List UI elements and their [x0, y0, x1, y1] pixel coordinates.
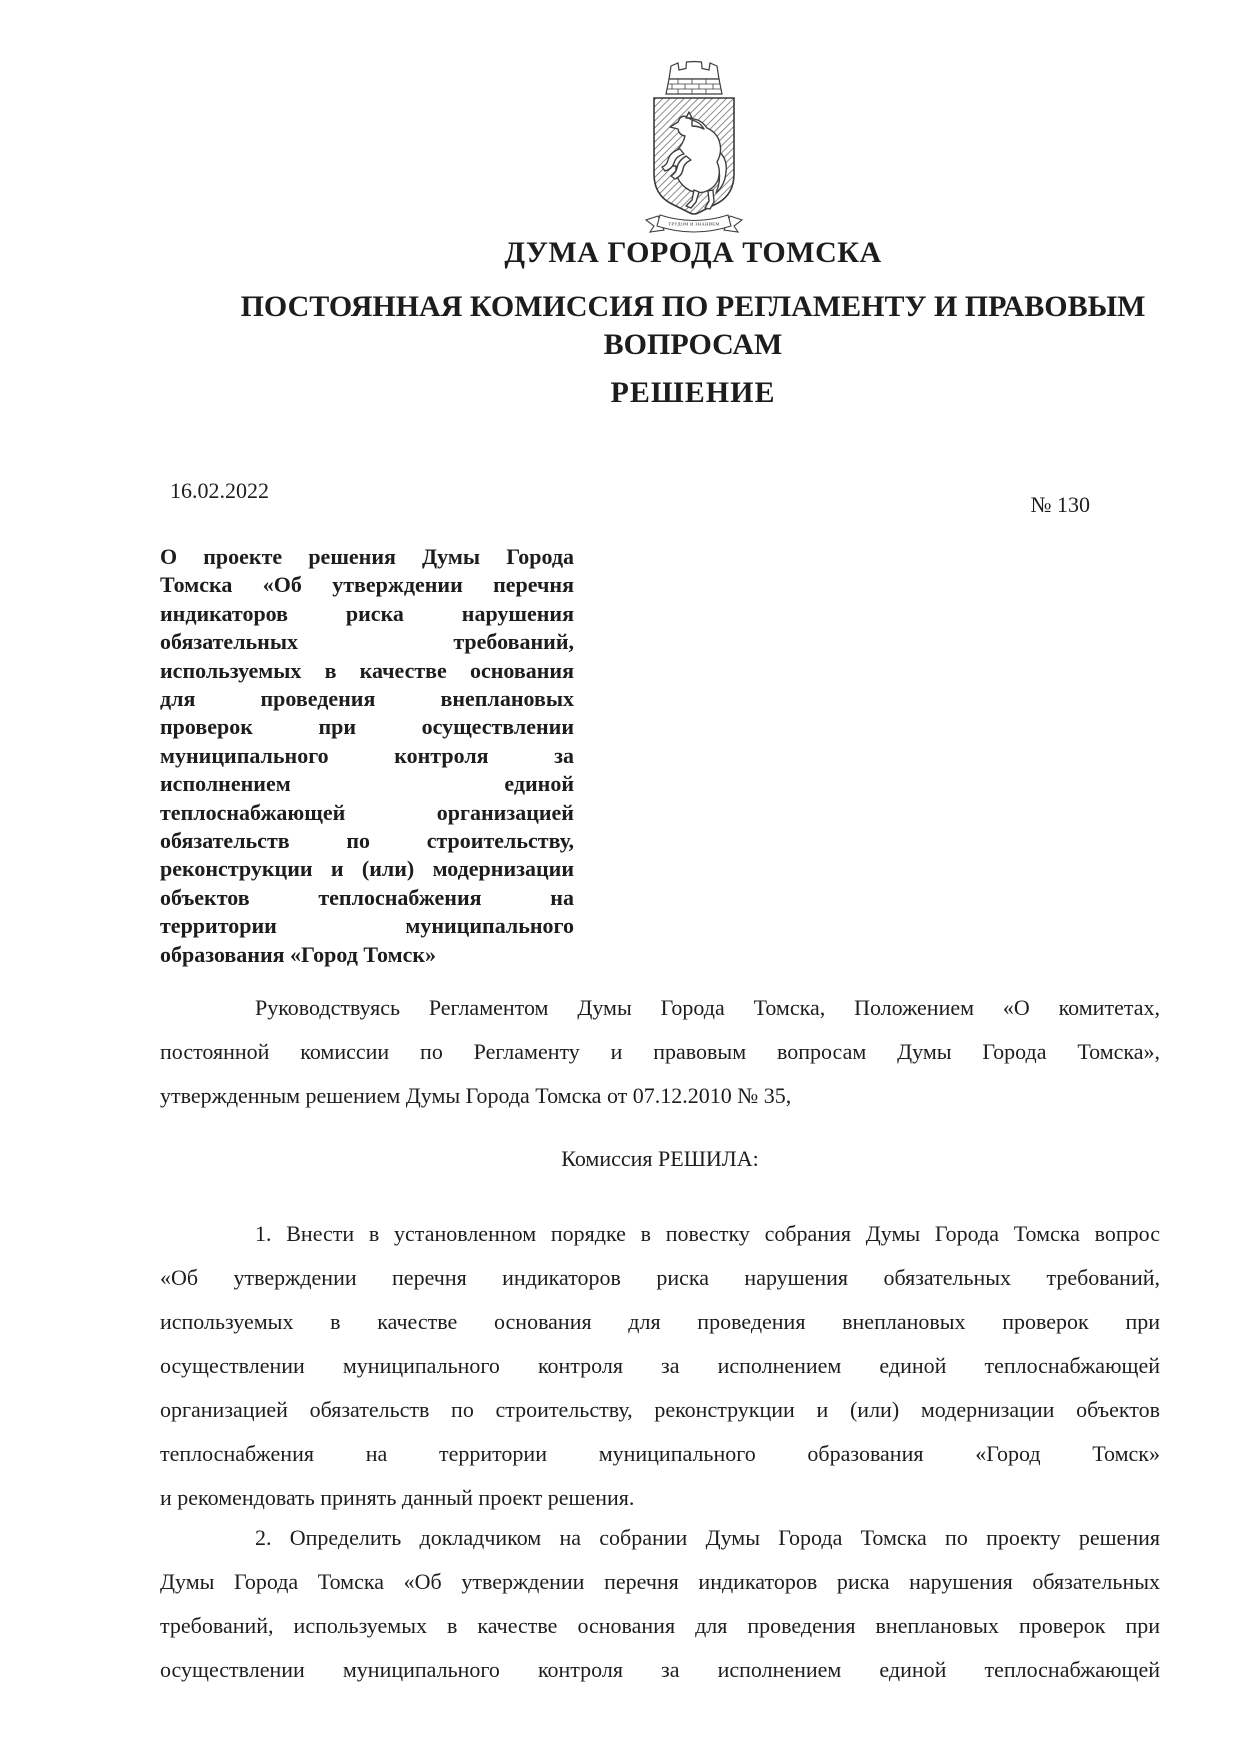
- subject-line: реконструкции и (или) модернизации: [160, 856, 574, 882]
- organization-title: ДУМА ГОРОДА ТОМСКА: [504, 236, 882, 269]
- preamble-line: Руководствуясь Регламентом Думы Города Томска, Положением «О комитетах,: [255, 995, 1160, 1020]
- tomsk-coat-of-arms-icon: [634, 56, 754, 234]
- document-number: № 130: [1030, 492, 1090, 517]
- subject-line: для проведения внеплановых: [160, 686, 574, 712]
- item-1-line: осуществлении муниципального контроля за исполнением единой теплоснабжающей: [160, 1353, 1160, 1378]
- commission-title-line2: ВОПРОСАМ: [603, 328, 783, 361]
- document-type-heading: РЕШЕНИЕ: [610, 376, 776, 409]
- item-1-line: теплоснабжения на территории муниципального образования «Город Томск»: [160, 1441, 1160, 1466]
- subject-line: территории муниципального: [160, 913, 574, 939]
- emblem-motto-text: ТРУДОМ И ЗНАНИЕМ: [668, 221, 720, 227]
- item-1-line: организацией обязательств по строительству, реконструкции и (или) модернизации объектов: [160, 1397, 1160, 1422]
- subject-line: индикаторов риска нарушения: [160, 600, 574, 626]
- subject-line: О проекте решения Думы Города: [160, 544, 574, 569]
- commission-title-line1: ПОСТОЯННАЯ КОМИССИЯ ПО РЕГЛАМЕНТУ И ПРАВОВЫМ: [240, 290, 1146, 323]
- subject-line: образования «Город Томск»: [160, 941, 437, 967]
- subject-line: обязательных требований,: [160, 629, 574, 655]
- item-1-line: и рекомендовать принять данный проект решения.: [160, 1485, 635, 1510]
- item-1-line: используемых в качестве основания для проведения внеплановых проверок при: [160, 1309, 1160, 1334]
- item-2-line: осуществлении муниципального контроля за исполнением единой теплоснабжающей: [160, 1657, 1160, 1682]
- item-1-line: 1. Внести в установленном порядке в повестку собрания Думы Города Томска вопрос: [255, 1221, 1160, 1246]
- subject-line: проверок при осуществлении: [160, 714, 574, 740]
- preamble-line: утвержденным решением Думы Города Томска от 07.12.2010 № 35,: [160, 1083, 792, 1108]
- meta-row: [160, 478, 1160, 528]
- preamble-line: постоянной комиссии по Регламенту и правовым вопросам Думы Города Томска»,: [160, 1039, 1160, 1064]
- subject-line: Томска «Об утверждении перечня: [160, 572, 574, 598]
- resolution-item-2: [160, 1516, 1160, 1692]
- subject-line: муниципального контроля за: [160, 742, 574, 768]
- item-1-line: «Об утверждении перечня индикаторов риска нарушения обязательных требований,: [160, 1265, 1160, 1290]
- commission-title: [160, 288, 1226, 364]
- resolution-item-1: [160, 1212, 1160, 1520]
- item-2-line: требований, используемых в качестве основания для проведения внеплановых проверок при: [160, 1613, 1160, 1638]
- item-2-line: Думы Города Томска «Об утверждении перечня индикаторов риска нарушения обязательных: [160, 1569, 1160, 1594]
- subject-line: теплоснабжающей организацией: [160, 799, 574, 825]
- subject-line: обязательств по строительству,: [160, 828, 574, 854]
- subject-line: объектов теплоснабжения на: [160, 884, 574, 910]
- mural-crown-icon: [666, 62, 722, 95]
- preamble-paragraph: [160, 986, 1160, 1118]
- document-date: 16.02.2022: [170, 478, 269, 503]
- subject-block: [160, 543, 574, 969]
- subject-line: исполнением единой: [160, 771, 574, 797]
- resolution-heading: Комиссия РЕШИЛА:: [561, 1146, 759, 1171]
- item-2-line: 2. Определить докладчиком на собрании Думы Города Томска по проекту решения: [255, 1525, 1160, 1550]
- subject-line: используемых в качестве основания: [160, 657, 574, 683]
